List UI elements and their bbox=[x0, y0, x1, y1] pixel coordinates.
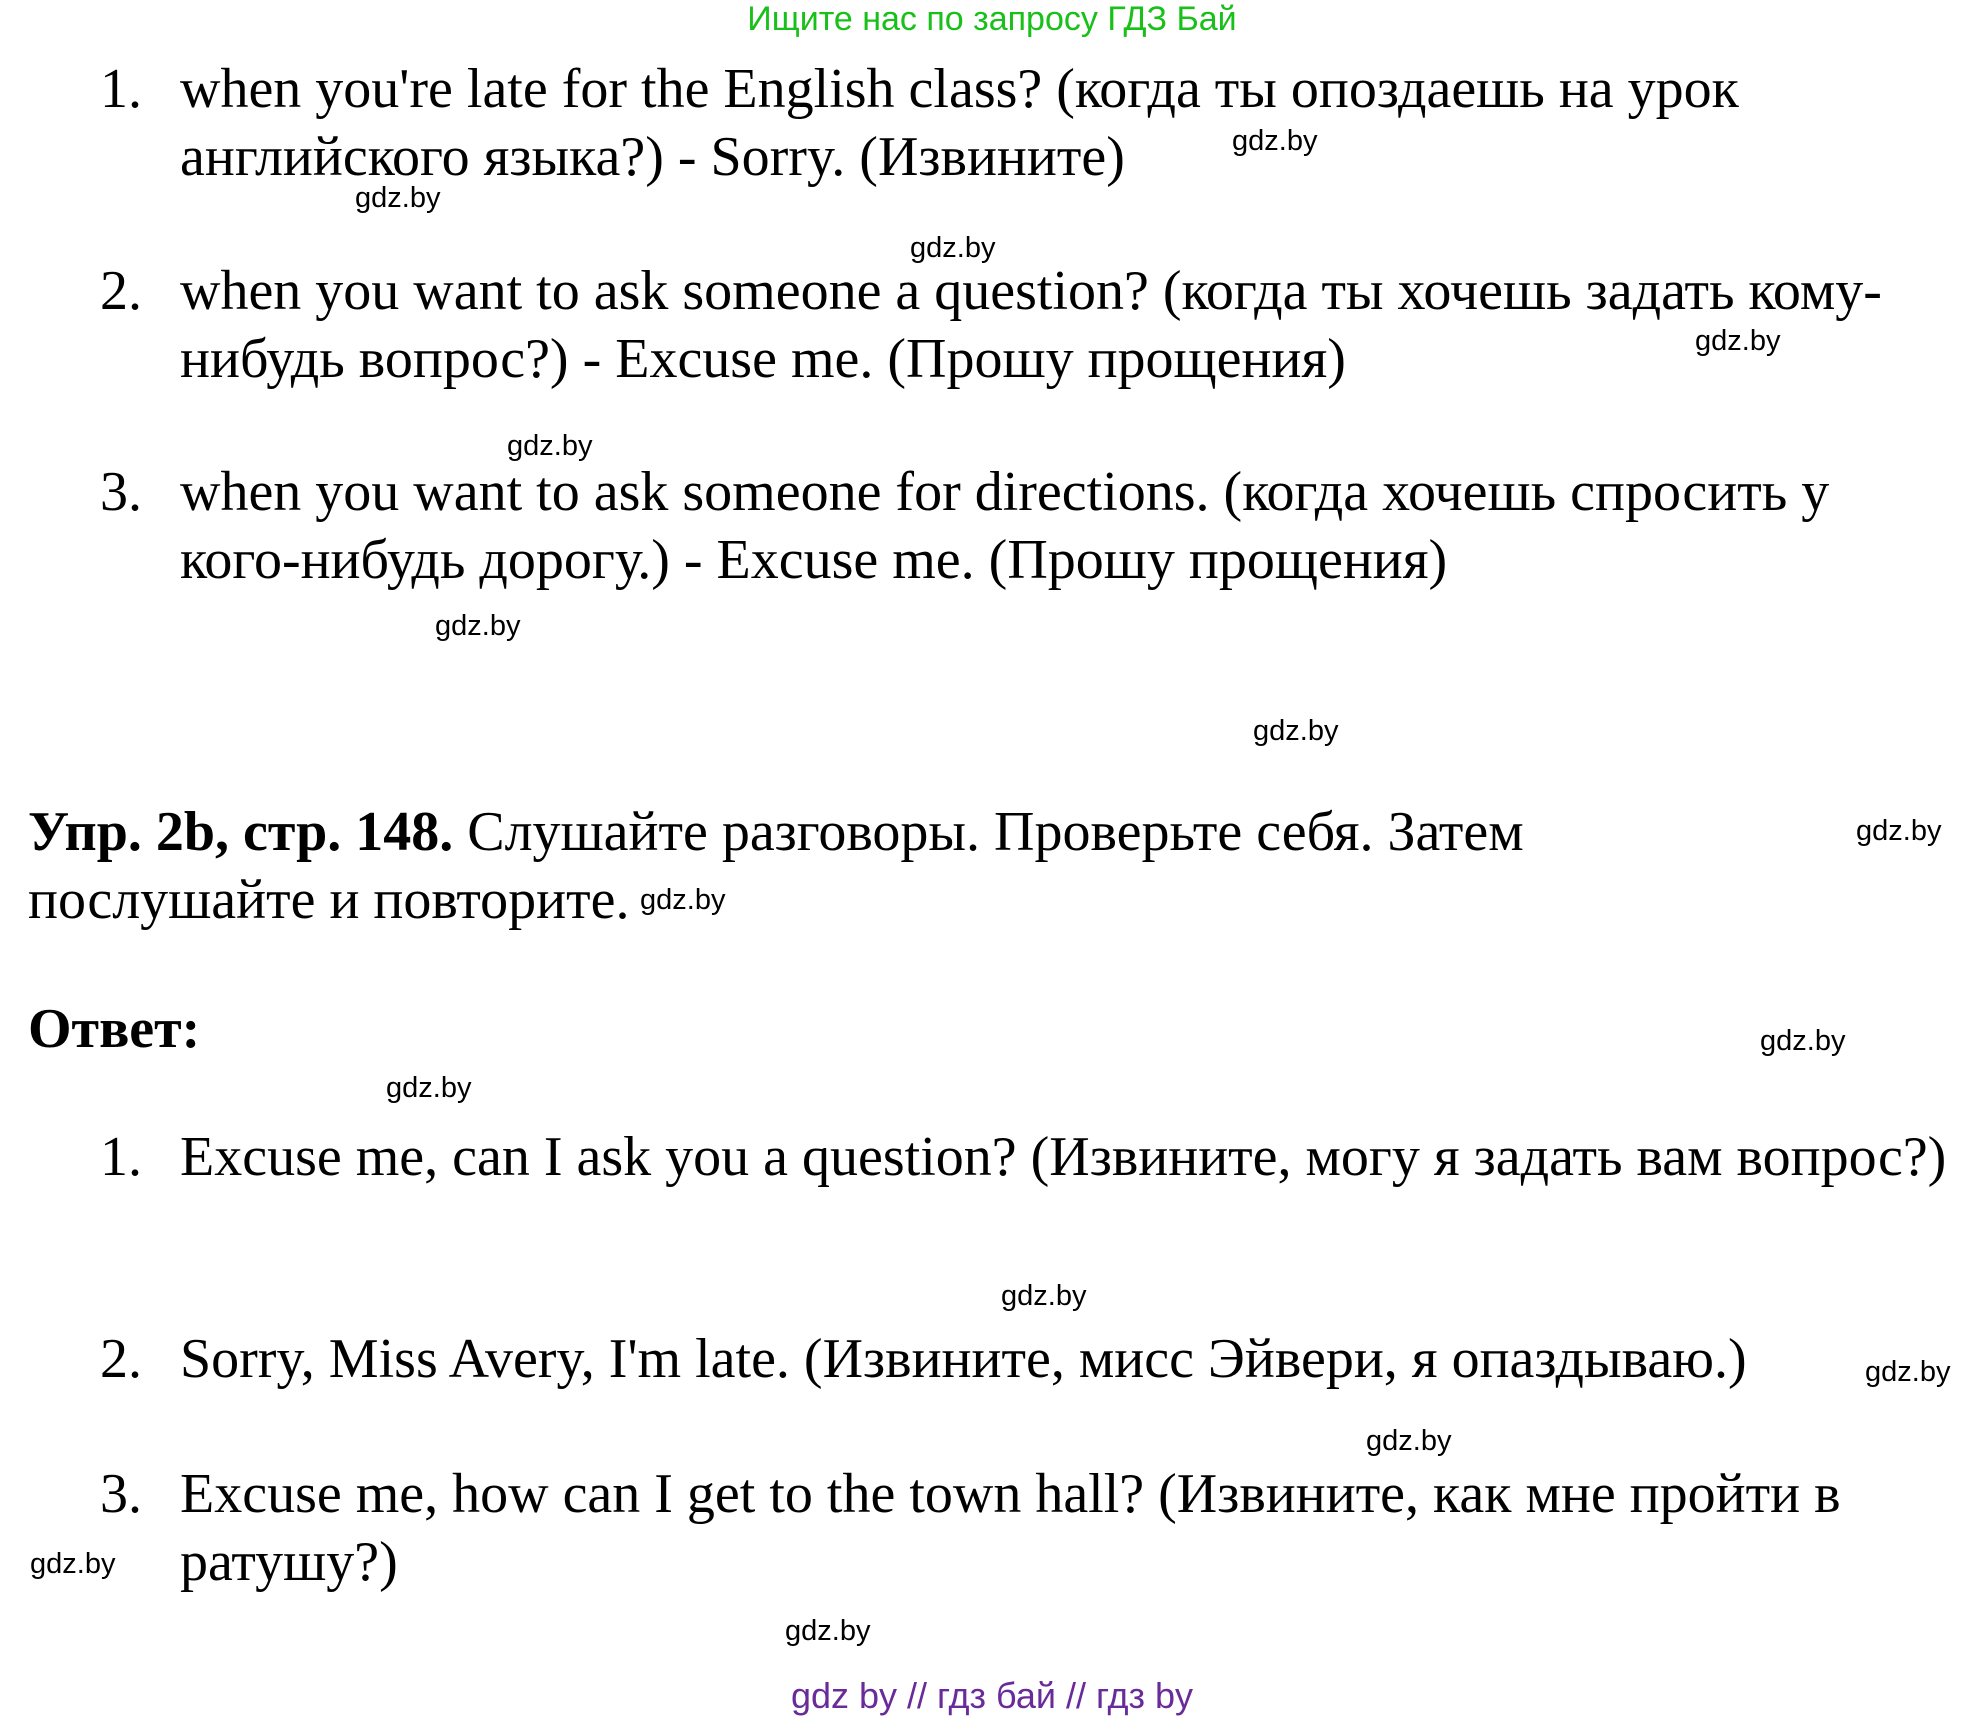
item-number: 3. bbox=[100, 1463, 142, 1525]
task-label: Упр. 2b, стр. 148. bbox=[28, 801, 454, 863]
watermark: gdz.by bbox=[910, 232, 996, 264]
watermark: gdz.by bbox=[1232, 125, 1318, 157]
item-text: when you're late for the English class? (когда ты опоздаешь на урок английского языка?) - Sorry. (Извините) bbox=[180, 58, 1739, 188]
watermark: gdz.by bbox=[1695, 325, 1781, 357]
item-number: 1. bbox=[100, 58, 142, 120]
watermark: gdz.by bbox=[435, 610, 521, 642]
answer-item-2 bbox=[100, 1325, 1950, 1393]
answer-label: Ответ: bbox=[28, 998, 201, 1060]
task-heading bbox=[28, 798, 1788, 934]
item-text: Excuse me, how can I get to the town hall? (Извините, как мне пройти в ратушу?) bbox=[180, 1463, 1841, 1593]
watermark: gdz.by bbox=[1253, 715, 1339, 747]
watermark: gdz.by bbox=[1001, 1280, 1087, 1312]
item-number: 2. bbox=[100, 1328, 142, 1390]
answer-item-3 bbox=[100, 1460, 1950, 1596]
question-item-3 bbox=[100, 458, 1950, 594]
task-text: Слушайте разговоры. Проверьте себя. Затем послушайте и повторите. bbox=[28, 801, 1524, 931]
question-item-1 bbox=[100, 55, 1950, 191]
watermark: gdz.by bbox=[1760, 1025, 1846, 1057]
watermark: gdz.by bbox=[386, 1072, 472, 1104]
item-text: when you want to ask someone for directions. (когда хочешь спросить у кого-нибудь дорогу.) - Excuse me. (Прошу прощения) bbox=[180, 461, 1830, 591]
watermark: gdz.by bbox=[507, 430, 593, 462]
footer-links: gdz by // гдз бай // гдз by bbox=[790, 1675, 1194, 1716]
top-banner: Ищите нас по запросу ГДЗ Бай bbox=[747, 0, 1237, 38]
item-text: Sorry, Miss Avery, I'm late. (Извините, мисс Эйвери, я опаздываю.) bbox=[180, 1328, 1747, 1390]
watermark: gdz.by bbox=[30, 1548, 116, 1580]
watermark: gdz.by bbox=[785, 1615, 871, 1647]
watermark: gdz.by bbox=[640, 884, 726, 916]
item-number: 3. bbox=[100, 461, 142, 523]
question-item-2 bbox=[100, 257, 1950, 393]
watermark: gdz.by bbox=[1865, 1356, 1951, 1388]
watermark: gdz.by bbox=[1856, 815, 1942, 847]
item-number: 1. bbox=[100, 1126, 142, 1188]
item-text: when you want to ask someone a question? (когда ты хочешь задать кому-нибудь вопрос?) - Excuse me. (Прошу прощения) bbox=[180, 260, 1882, 390]
item-text: Excuse me, can I ask you a question? (Извините, могу я задать вам вопрос?) bbox=[180, 1126, 1947, 1188]
answer-item-1 bbox=[100, 1123, 1950, 1191]
item-number: 2. bbox=[100, 260, 142, 322]
watermark: gdz.by bbox=[1366, 1425, 1452, 1457]
watermark: gdz.by bbox=[355, 182, 441, 214]
